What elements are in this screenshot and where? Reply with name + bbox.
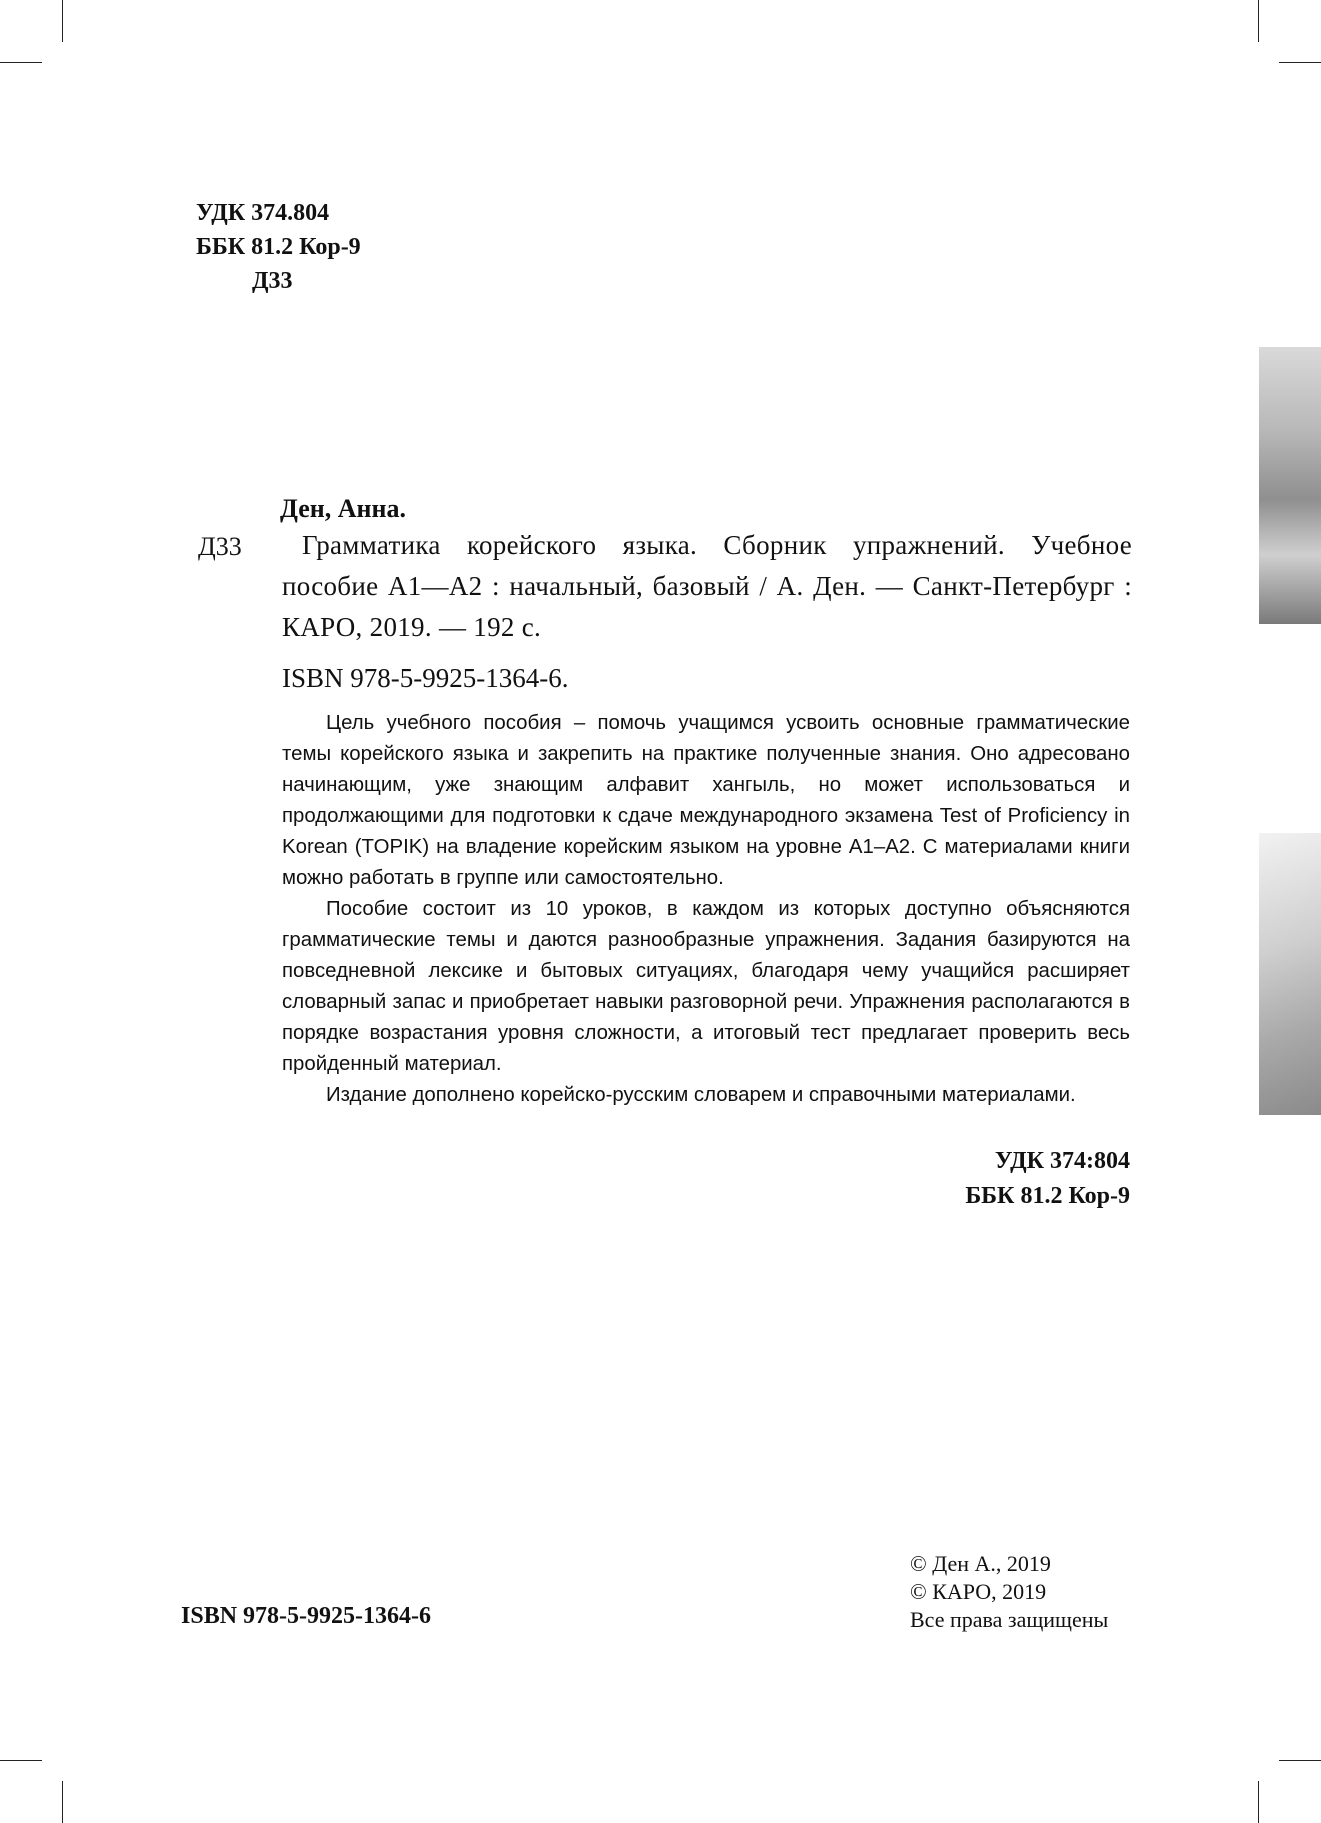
rights-reserved: Все права защищены (910, 1607, 1109, 1632)
crop-mark (62, 1781, 63, 1823)
copyright-publisher: © КАРО, 2019 (910, 1579, 1047, 1604)
edge-photo-bottom (1259, 833, 1321, 1115)
copyright-block (910, 1550, 1108, 1634)
crop-mark (1258, 0, 1259, 42)
crop-mark (1279, 1760, 1321, 1761)
crop-mark (1279, 62, 1321, 63)
udk-top-block (196, 196, 361, 298)
abstract (282, 708, 1130, 1111)
isbn-footer: ISBN 978-5-9925-1364-6 (181, 1603, 431, 1629)
abstract-paragraph: Цель учебного пособия – помочь учащимся усвоить основные грамматические темы корейского языка и закрепить на практике полученные знания. Оно адресовано начинающим, уже знающим алфавит хангыль, но может использоваться и продолжающими для подготовки к сдаче международного экзамена Test of Proficiency in Korean (TOPIK) на владение корейским языком на уровне А1–А2. С материалами книги можно работать в группе или самостоятельно. (282, 712, 1130, 889)
author-mark-code: Д33 (198, 532, 242, 561)
abstract-paragraph: Пособие состоит из 10 уроков, в каждом из которых доступно объясняются грамматические темы и даются разнообразные упражнения. Задания базируются на повседневной лексике и бытовых ситуациях, благодаря чему учащийся расширяет словарный запас и приобретает навыки разговорной речи. Упражнения располагаются в порядке возрастания уровня сложности, а итоговый тест предлагает проверить весь пройденный материал. (282, 898, 1130, 1075)
udk-bottom-block (800, 1144, 1130, 1214)
edge-photo-top (1259, 347, 1321, 624)
author-mark: Д33 (252, 268, 293, 294)
crop-mark (0, 62, 42, 63)
isbn-record: ISBN 978-5-9925-1364-6. (282, 663, 569, 693)
udk-code: УДК 374.804 (196, 200, 330, 226)
bbk-code: ББК 81.2 Кор-9 (196, 234, 361, 260)
bibliographic-description (282, 525, 1132, 648)
udk-code: УДК 374:804 (994, 1148, 1130, 1174)
copyright-author: © Ден А., 2019 (910, 1551, 1051, 1576)
crop-mark (62, 0, 63, 42)
bbk-code: ББК 81.2 Кор-9 (965, 1183, 1130, 1209)
crop-mark (1258, 1781, 1259, 1823)
author-name: Ден, Анна. (280, 494, 406, 523)
bibliographic-text: Грамматика корейского языка. Сборник упражнений. Учебное пособие А1—А2 : начальный, базовый / А. Ден. — Санкт-Петербург : КАРО, 2019. — 192 с. (282, 530, 1132, 642)
abstract-paragraph: Издание дополнено корейско-русским словарем и справочными материалами. (326, 1084, 1076, 1106)
crop-mark (0, 1760, 42, 1761)
